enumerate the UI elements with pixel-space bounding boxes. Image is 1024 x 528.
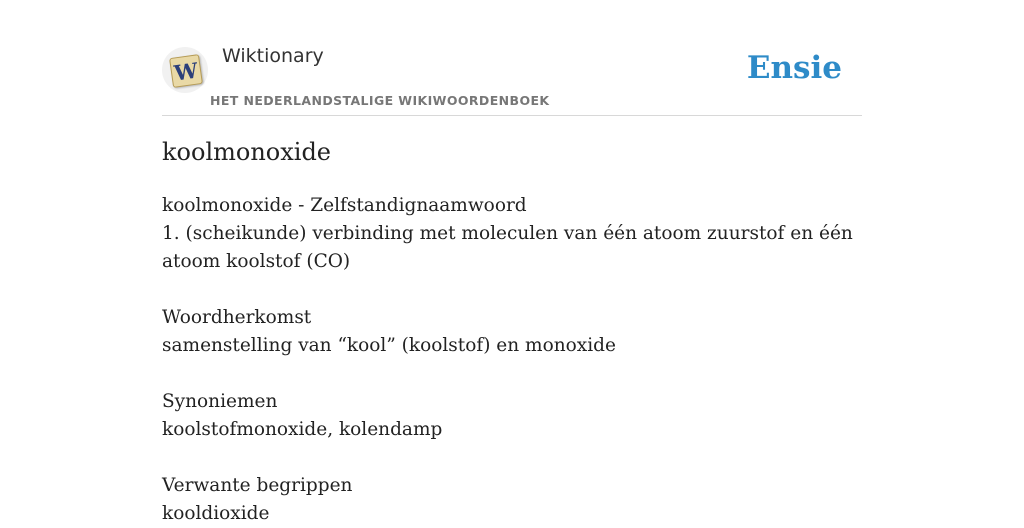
section-label-synoniemen: Synoniemen — [162, 391, 278, 412]
entry-definition: 1. (scheikunde) verbinding met moleculen van één atoom zuurstof en één atoom koolstof (CO) — [162, 223, 853, 272]
section-text-woordherkomst: samenstelling van “kool” (koolstof) en monoxide — [162, 335, 616, 356]
ensie-brand-link[interactable]: Ensie — [746, 50, 842, 86]
site-tagline: HET NEDERLANDSTALIGE WIKIWOORDENBOEK — [210, 93, 550, 108]
header — [162, 0, 862, 116]
section-spacer — [162, 444, 862, 472]
entry-heading: koolmonoxide - Zelfstandignaamwoord — [162, 195, 527, 216]
logo-tile — [169, 54, 203, 88]
section-text-synoniemen: koolstofmonoxide, kolendamp — [162, 419, 443, 440]
page-container — [162, 0, 862, 524]
site-name[interactable]: Wiktionary — [222, 45, 324, 67]
section-spacer — [162, 360, 862, 388]
logo-letter: W — [172, 56, 200, 86]
section-text-verwante-begrippen: kooldioxide — [162, 503, 270, 524]
section-label-woordherkomst: Woordherkomst — [162, 307, 312, 328]
section-label-verwante-begrippen: Verwante begrippen — [162, 475, 353, 496]
section-spacer — [162, 276, 862, 304]
wiktionary-logo-icon[interactable] — [162, 47, 208, 93]
entry-content — [162, 192, 862, 528]
page-title: koolmonoxide — [162, 138, 332, 166]
